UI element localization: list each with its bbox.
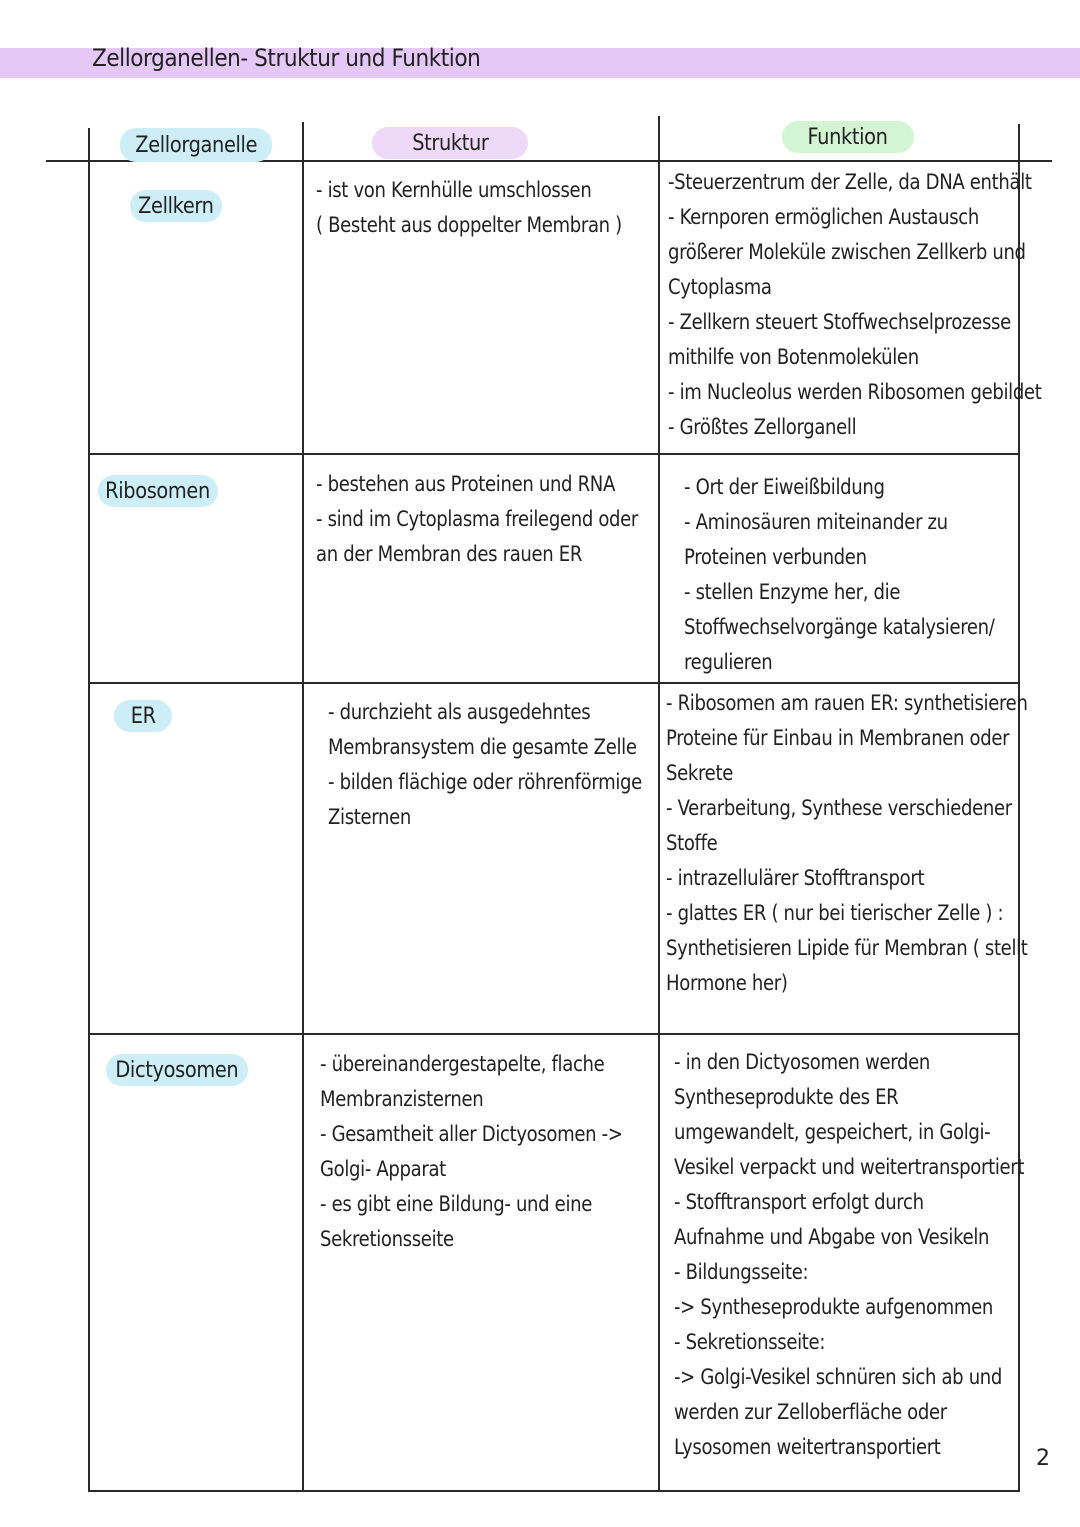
- text-line: größerer Moleküle zwischen Zellkerb und: [668, 240, 1026, 264]
- text-line: Vesikel verpackt und weitertransportiert: [674, 1155, 1025, 1179]
- organelle-label-ribosomen: Ribosomen: [98, 475, 218, 507]
- header-organelle: Zellorganelle: [120, 128, 272, 162]
- organelle-label-dictyosomen: Dictyosomen: [106, 1054, 248, 1086]
- text-line: werden zur Zelloberfläche oder: [674, 1400, 947, 1424]
- text-line: Syntheseprodukte des ER: [674, 1085, 899, 1109]
- text-line: - Größtes Zellorganell: [668, 415, 857, 439]
- header-function: Funktion: [782, 121, 914, 153]
- header-structure: Struktur: [372, 127, 528, 159]
- text-line: - Zellkern steuert Stoffwechselprozesse: [668, 310, 1011, 334]
- text-line: Membranzisternen: [320, 1087, 484, 1111]
- text-line: - durchzieht als ausgedehntes: [328, 700, 591, 724]
- page-number: 2: [1036, 1446, 1050, 1471]
- structure-cell-dictyosomen: [320, 1047, 672, 1257]
- text-line: Stoffwechselvorgänge katalysieren/: [684, 615, 995, 639]
- text-line: -Steuerzentrum der Zelle, da DNA enthält: [668, 170, 1032, 194]
- text-line: - Verarbeitung, Synthese verschiedener: [666, 796, 1012, 820]
- text-line: - ist von Kernhülle umschlossen: [316, 178, 592, 202]
- text-line: - Sekretionsseite:: [674, 1330, 826, 1354]
- structure-cell-er: [328, 695, 693, 835]
- function-cell-zellkern: [668, 165, 1080, 445]
- text-line: - sind im Cytoplasma freilegend oder: [316, 507, 639, 531]
- function-cell-ribosomen: [684, 470, 1045, 680]
- function-cell-dictyosomen: [674, 1045, 1080, 1465]
- text-line: Lysosomen weitertransportiert: [674, 1435, 941, 1459]
- text-line: Aufnahme und Abgabe von Vesikeln: [674, 1225, 990, 1249]
- function-cell-er: [666, 686, 1080, 1001]
- text-line: - Stofftransport erfolgt durch: [674, 1190, 924, 1214]
- text-line: Cytoplasma: [668, 275, 772, 299]
- text-line: - Gesamtheit aller Dictyosomen ->: [320, 1122, 623, 1146]
- text-line: - stellen Enzyme her, die: [684, 580, 901, 604]
- text-line: Stoffe: [666, 831, 718, 855]
- text-line: Golgi- Apparat: [320, 1157, 446, 1181]
- organelle-label-zellkern: Zellkern: [130, 190, 222, 222]
- text-line: Sekrete: [666, 761, 733, 785]
- text-line: -> Golgi-Vesikel schnüren sich ab und: [674, 1365, 1003, 1389]
- text-line: Membransystem die gesamte Zelle: [328, 735, 637, 759]
- text-line: umgewandelt, gespeichert, in Golgi-: [674, 1120, 991, 1144]
- structure-cell-ribosomen: [316, 467, 690, 572]
- text-line: - übereinandergestapelte, flache: [320, 1052, 605, 1076]
- text-line: - es gibt eine Bildung- und eine: [320, 1192, 593, 1216]
- structure-cell-zellkern: [316, 173, 672, 243]
- text-line: - bestehen aus Proteinen und RNA: [316, 472, 615, 496]
- text-line: -> Syntheseprodukte aufgenommen: [674, 1295, 994, 1319]
- text-line: - glattes ER ( nur bei tierischer Zelle ) :: [666, 901, 1004, 925]
- text-line: Synthetisieren Lipide für Membran ( stellt: [666, 936, 1028, 960]
- text-line: - im Nucleolus werden Ribosomen gebildet: [668, 380, 1042, 404]
- text-line: - Kernporen ermöglichen Austausch: [668, 205, 979, 229]
- text-line: - Bildungsseite:: [674, 1260, 809, 1284]
- text-line: - Ort der Eiweißbildung: [684, 475, 885, 499]
- text-line: - bilden flächige oder röhrenförmige: [328, 770, 642, 794]
- text-line: ( Besteht aus doppelter Membran ): [316, 213, 622, 237]
- text-line: - intrazellulärer Stofftransport: [666, 866, 925, 890]
- text-line: mithilfe von Botenmolekülen: [668, 345, 919, 369]
- page-title: Zellorganellen- Struktur und Funktion: [92, 44, 481, 72]
- text-line: Zisternen: [328, 805, 412, 829]
- text-line: Proteinen verbunden: [684, 545, 867, 569]
- organelle-label-er: ER: [114, 700, 172, 732]
- text-line: an der Membran des rauen ER: [316, 542, 583, 566]
- text-line: - in den Dictyosomen werden: [674, 1050, 930, 1074]
- text-line: Hormone her): [666, 971, 788, 995]
- text-line: - Ribosomen am rauen ER: synthetisieren: [666, 691, 1028, 715]
- text-line: - Aminosäuren miteinander zu: [684, 510, 948, 534]
- text-line: Proteine für Einbau in Membranen oder: [666, 726, 1010, 750]
- text-line: regulieren: [684, 650, 773, 674]
- text-line: Sekretionsseite: [320, 1227, 454, 1251]
